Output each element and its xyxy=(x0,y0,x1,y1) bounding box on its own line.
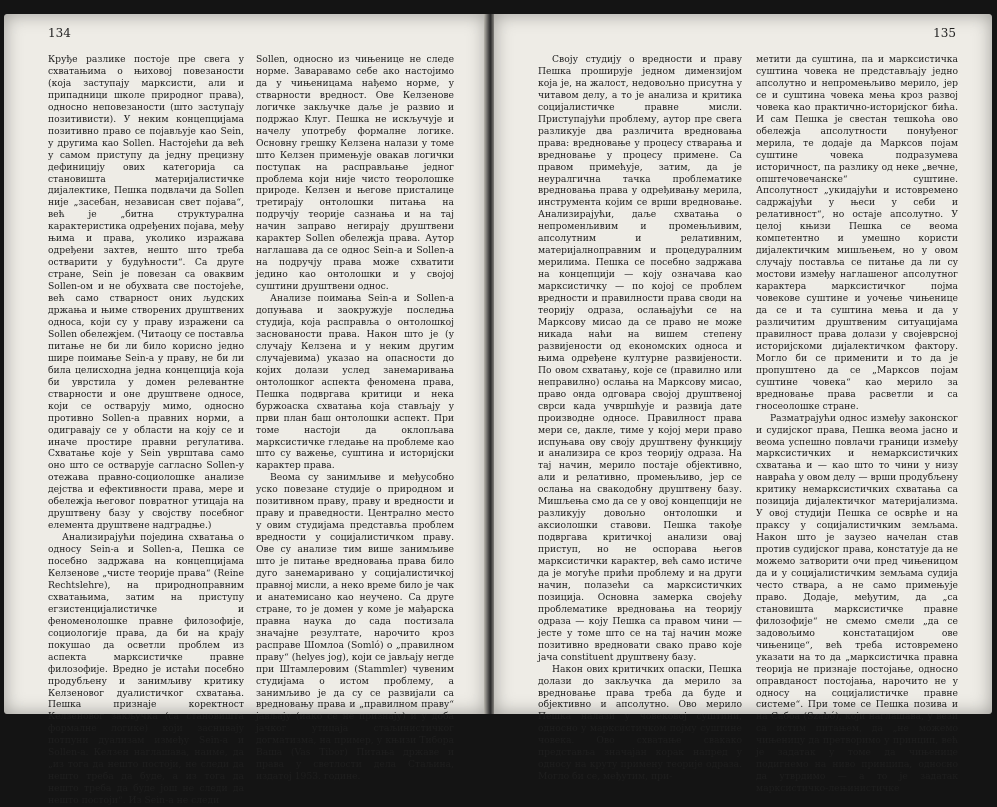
paragraph: Анализирајући поједина схватања о односу Sein-а и Sollen-а, Пешка се посебно задржава на концепцијама Келзенове „чисте теорије права“ (Reine Rechtslehre), на природноправним схватањима, затим на приступу егзистенцијалистичке и феноменолошке правне филозофије, социологије права, да би на крају покушао да осветли проблем из аспекта марксистичке правне филозофије. Вредно је истаћи посебно продубљену и занимљиву критику Келзеновог дуалистичког схватања. Пешка признаје коректност Келзеновог закључка (са становишта формалне логике) који заснивају потпуни дуализам између Sein-а и Sollen-а. Келзен наглашава, наиме, да „из тога да нешто постоји, не следи да нешто треба да буде, а из тога да нешто треба да буде још не следи да нешто постоји“. Из Sein-а не следи xyxy=(48,532,244,807)
page-number-left: 134 xyxy=(48,26,71,40)
paragraph: Анализе поимања Sein-а и Sollen-а допуњава и заокружује последња студија, која расправља о онтолошкој заснованости права. Након што је (у случају Келзена и у неким другим случајевима) указао на опасности до којих долази услед занемаривања онтолошког аспекта феномена права, Пешка подвргава критици и нека буржоаска схватања која стављају у први план баш онтолошки аспект. При томе настоји да оклопљава марксистичке гледање на проблеме као што су важење, суштина и историјски карактер права. xyxy=(256,293,454,472)
paragraph: Sollen, односно из чињенице не следе норме. Заваравамо себе ако настојимо да у чињеницама нађемо норме, у стварности вредност. Ове Келзенове логичке закључке даље је развио и подржао Клуг. Пешка не искључује и начелу употребу формалне логике. Основну грешку Келзена налази у томе што Келзен примењује овакав логички поступак на расправљање једног проблема који није чисто теоролошке природе. Келзен и његове присталице третирају онтолошки питања на подручју теорије сазнања и на тај начин заправо негирају друштвени карактер Sollen обележја права. Аутор наглашава да се однос Sein-а и Sollen-а на подручју права може схватити једино као онтолошки и у својој суштини друштвени однос. xyxy=(256,54,454,293)
right-column-1 xyxy=(538,54,742,783)
paragraph: метити да суштина, па и марксистичка суштина човека не представљају једно апсолутно и непромењљиво мерило, јер се и суштина човека мења кроз развој човека као практично-историјског бића. И сам Пешка је свестан тешкоћа ово обележја апсолутности понуђеног мерила, те додаје да Марксов појам суштине човека подразумева историчност, па разлику од неке „вечне, општечовечанске“ суштине. Апсолутност „укидајући и истовремено садржајући у њеси у себи и релативност“, но остаје апсолутно. У целој књизи Пешка се веома компетентно и умешно користи дијалектичким мишљењем, но у овом случају поставља се питање да ли су мостови између наглашеног апсолутног карактера марксистичког појма човекове суштине и уочење чињенице да се и та суштина мења и да у различитим друштвеним ситуацијама правилност права долази у својеврсној историјскоми дијалектичком фактору. Могло би се применити и то да је пропуштено да се „Марксов појам суштине човека“ као мерило за вредновање права расветли и са гносеолошке стране. xyxy=(756,54,958,412)
right-page xyxy=(494,14,992,795)
left-page xyxy=(4,14,486,807)
left-column-2 xyxy=(256,54,454,783)
paragraph: Круђе разлике постоје пре свега у схватањима о њиховој повезаности (која заступају марксисти, али и припадници школе природног права), односно неповезаности (што заступају позитивисти). У неким концепцијама позитивно право се појављује као Sein, у другима као Sollen. Настојећи да већ у самом приступу да једну прецизну дефиницију ових категорија са становишта материјалистичке дијалектике, Пешка подвлачи да Sollen није „засебан, независан свет појава“, већ је „битна структурална карактеристика одређених појава, међу њима и права, уколико изражава одређени захтев, нешто што треба остварити у будућности“. Са друге стране, Sein је повезан са оваквим Sollen-ом и не обухвата све постојеће, већ само стварност оних људских држања и њиме створених друштвених односа, који су у праву изражени са Sollen обележјем. (Читаоцу се поставља питање не би ли било корисно једно шире поимање Sein-а у праву, не би ли била целисходна једна концепција која би уврстила у домен релевантне стварности и оне друштвене односе, који се остварују мимо, односно противно Sollen-а правних норми, а одигравају се у области на коју се и иначе простире правни регулатива. Схватање које у Sein уврштава само оно што се остварује сагласно Sollen-у отежава правно-социолошке анализе дејства и ефективности права, мере и обележја његовог повратног утицаја на друштвену базу у својству посебног елемента друштвене надградње.) xyxy=(48,54,244,532)
page-number-right: 135 xyxy=(933,26,956,40)
paragraph: Након ових критичких опаски, Пешка долази до закључка да мерило за вредновање права треба да буде и објективно и апсолутно. Ово мерило Пешка налази у човековој суштини, односно у марксистичком појму суштине човека. Ово схватање свакако представља значајан корак напред у односу на круту примену теорије одраза. Могло би се, међутим, при- xyxy=(538,663,742,783)
paragraph: Своју студију о вредности и праву Пешка проширује једном димензијом која је, на жалост, недовољно присутна у читавом делу, а то је анализа и критика социјалистичке правне мисли. Приступајући проблему, аутор пре свега разликује два различита вредновања права: вредновање у процесу стварања и вредновање у процесу примене. Са правом примећује, затим, да је неуралгична тачка проблематике вредновања права у одређивању мерила, инструмента којим се врши вредновање. Анализирајући, даље схватања о непроменљивим и промењљивим, апсолутним и релативним, материјалноправним и процедуралним мерилима. Пешка се посебно задржава на концепцији — коју означава као марксистичку — по којој се проблем вредности и правилности права своди на теорију одраза, ослањајући се на Марксову мисао да се право не може никада наћи на вишем степену развијености од економских односа и њима одређене културне развијености. По овом схватању, које се (правилно или неправилно) ослања на Марксову мисао, право онда одговара својој друштвеној сврси када учвршћује и развија дате производне односе. Правилност права мери се, дакле, тиме у којој мери право испуњава ову своју друштвену функцију и анализира се кроз теорију одраза. На тај начин, мерило постаје објективно, али и релативно, промењљиво, јер се ослања на свакодобну друштвену базу. Мишљења смо да се у овој концепцији не разликују довољно онтолошки и аксиолошки ставови. Пешка такође подвргава критичкој анализи овај приступ, но не оспорава његов марксистички карактер, већ само истиче да је могуће прићи проблему и на други начин, полазећи са марксистичких позиција. Основна замерка својећу проблематике вредновања на теорију одраза — коју Пешка са правом чини — јесте у томе што се на тај начин може позитивно вредновати свако право које јача constituent друштвену базу. xyxy=(538,54,742,663)
left-column-1 xyxy=(48,54,244,807)
right-column-2 xyxy=(756,54,958,795)
paragraph: Разматрајући однос између законског и судијског права, Пешка веома јасно и веома успешно повлачи граници између марксистичких и немарксистичких схватања и — као што то чини у низу навраћа у овом делу — врши продубљену критику немарксистичких схватања са позиција дијалектичког материјализма. У овој студији Пешка се осврће и на праксу у социјалистичким земљама. Након што је заузео начелан став против судијског права, констатује да не можемо затворити очи пред чињеницом да и у социјалистичким земљама судија често ствара, а не само примењује право. Додаје, међутим, да „са становишта марксистичке правне филозофије“ не смемо смели „да се задовољимо констатацијом ове чињенице“, већ треба истовремено указати на то да „марксистичка правна теорија не признаје постојање, односно оправданост постојања, нарочито не у односу на социјалистичке правне системе“. При томе се Пешка позива и на Сабоа (Szabó), који наглашава, у вези са истим питањем, да „не можемо чињеницу да претворимо у принцип, већ је задатак у томе да чињенице подигнемо на ниво принципа, односно да утврдимо — а то је задатак марксистичко-лењинистичке xyxy=(756,412,958,795)
paragraph: Веома су занимљиве и међусобно уско повезане студије о природном и позитивном праву, праву и вредности и праву и праведности. Централно место у овим студијама представља проблем вредности у социјалистичком праву. Ове су анализе тим више занимљиве што је питање вредновања права било дуго занемаривано у социјалистичкој правној мисли, а неко време било је чак и анатемисано као неучено. Са друге стране, то је домен у коме је мађарска правна наука до сада постизала значајне резултате, нарочито кроз расправе Шомлоа (Somló) о „правилном праву“ (helyes jog), који се јављају негде при Штамлеровим (Stammler) чувеним студијама о истом проблему, а занимљиво је да су се развијали са вредновању права и „правилном праву“ јављају (иако се не признају) и у доба јачког утицаја стаљинистичког догматизма, на пример, у књизи Тибора Ваша (Vas Tibor) Питања државе и права у светлости дела Стаљина, издатој 1953. године. xyxy=(256,472,454,783)
